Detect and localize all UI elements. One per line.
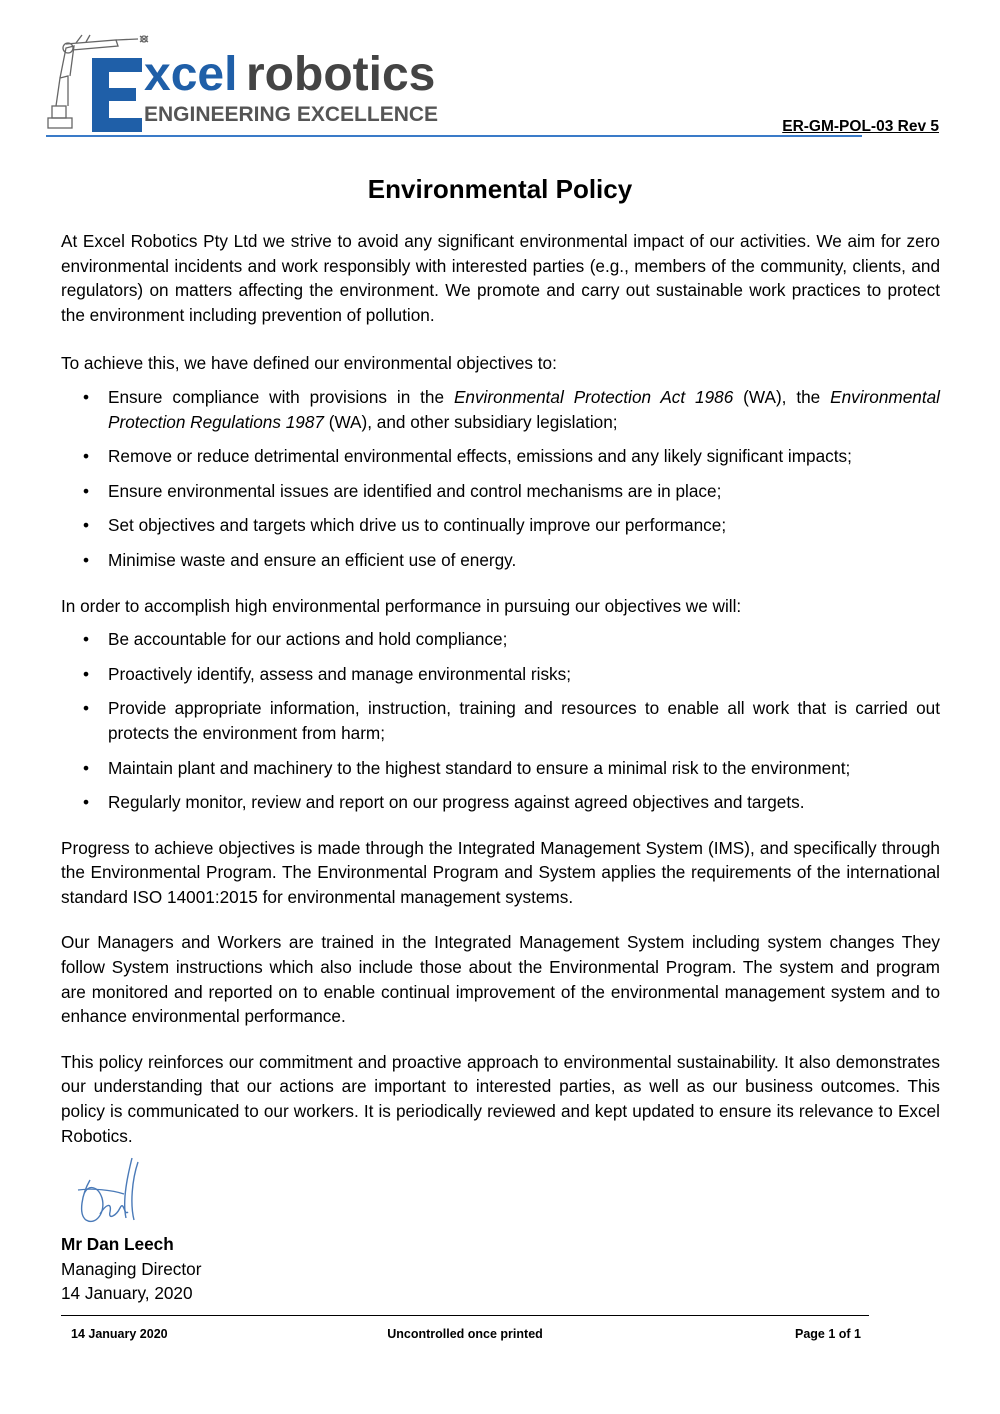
- commitments-heading: In order to accomplish high environmental performance in pursuing our objectives we will:: [61, 595, 742, 616]
- footer-date: 14 January 2020: [71, 1327, 168, 1341]
- document-code: ER-GM-POL-03 Rev 5: [782, 118, 939, 135]
- objectives-list: [61, 385, 940, 573]
- list-item: • Ensure environmental issues are identified and control mechanisms are in place;: [61, 479, 940, 504]
- footer-status: Uncontrolled once printed: [387, 1327, 543, 1341]
- signatory-date: 14 January, 2020: [61, 1283, 193, 1304]
- list-item: • Be accountable for our actions and hold compliance;: [61, 627, 940, 652]
- commitment-paragraph: This policy reinforces our commitment and proactive approach to environmental sustainability. It also demonstrates our understanding that our actions are important to interested parties, as well as our business outcomes. This policy is communicated to our workers. It is periodically reviewed and kept updated to ensure its relevance to Excel Robotics.: [61, 1051, 940, 1146]
- list-item: • Ensure compliance with provisions in the Environmental Protection Act 1986 (WA), the Environmental Protection Regulations 1987 (WA), and other subsidiary legislation;: [61, 385, 940, 434]
- intro-paragraph: At Excel Robotics Pty Ltd we strive to avoid any significant environmental impact of our activities. We aim for zero environmental incidents and work responsibly with interested parties (e.g., members of the community, clients, and regulators) on matters affecting the environment. We promote and carry out sustainable work practices to protect the environment including prevention of pollution.: [61, 231, 940, 325]
- signature: [72, 1154, 152, 1232]
- list-item: • Provide appropriate information, instruction, training and resources to enable all work that is carried out protects the environment from harm;: [61, 696, 940, 745]
- company-logo: [46, 32, 476, 134]
- footer-page-number: Page 1 of 1: [795, 1327, 861, 1341]
- training-paragraph: Our Managers and Workers are trained in the Integrated Management System including system changes They follow System instructions which also include those about the Environmental Program. The system and program are monitored and reported on to enable continual improvement of the environmental management system and to enhance environmental performance.: [61, 932, 940, 1027]
- signatory-block: [61, 1232, 201, 1306]
- commitments-list: [61, 627, 940, 815]
- page-footer: [61, 1327, 869, 1345]
- ims-paragraph: Progress to achieve objectives is made through the Integrated Management System (IMS), and specifically through the Environmental Program. The Environmental Program and System applies the requirements of the international standard ISO 14001:2015 for environmental management systems.: [61, 837, 940, 907]
- header-rule: [46, 135, 862, 137]
- logo-tagline: ENGINEERING EXCELLENCE: [144, 103, 439, 126]
- logo-wordmark-robotics: robotics: [246, 48, 436, 101]
- list-item: • Minimise waste and ensure an efficient use of energy.: [61, 548, 940, 573]
- list-item: • Remove or reduce detrimental environmental effects, emissions and any likely significant impacts;: [61, 444, 940, 469]
- logo-e-mark: [92, 58, 142, 132]
- policy-body: [61, 229, 940, 1148]
- page-header: [0, 0, 1000, 140]
- signatory-role: Managing Director: [61, 1258, 202, 1279]
- list-item: • Proactively identify, assess and manage environmental risks;: [61, 662, 940, 687]
- logo-wordmark-excel: xcel: [144, 48, 238, 101]
- list-item: • Regularly monitor, review and report on our progress against agreed objectives and targets.: [61, 790, 940, 815]
- signatory-name: Mr Dan Leech: [61, 1234, 174, 1254]
- list-item: • Set objectives and targets which drive us to continually improve our performance;: [61, 513, 940, 538]
- list-item: • Maintain plant and machinery to the highest standard to ensure a minimal risk to the environment;: [61, 756, 940, 781]
- objectives-heading: To achieve this, we have defined our environmental objectives to:: [61, 353, 557, 374]
- footer-rule: [61, 1315, 869, 1316]
- page-title: Environmental Policy: [367, 174, 633, 204]
